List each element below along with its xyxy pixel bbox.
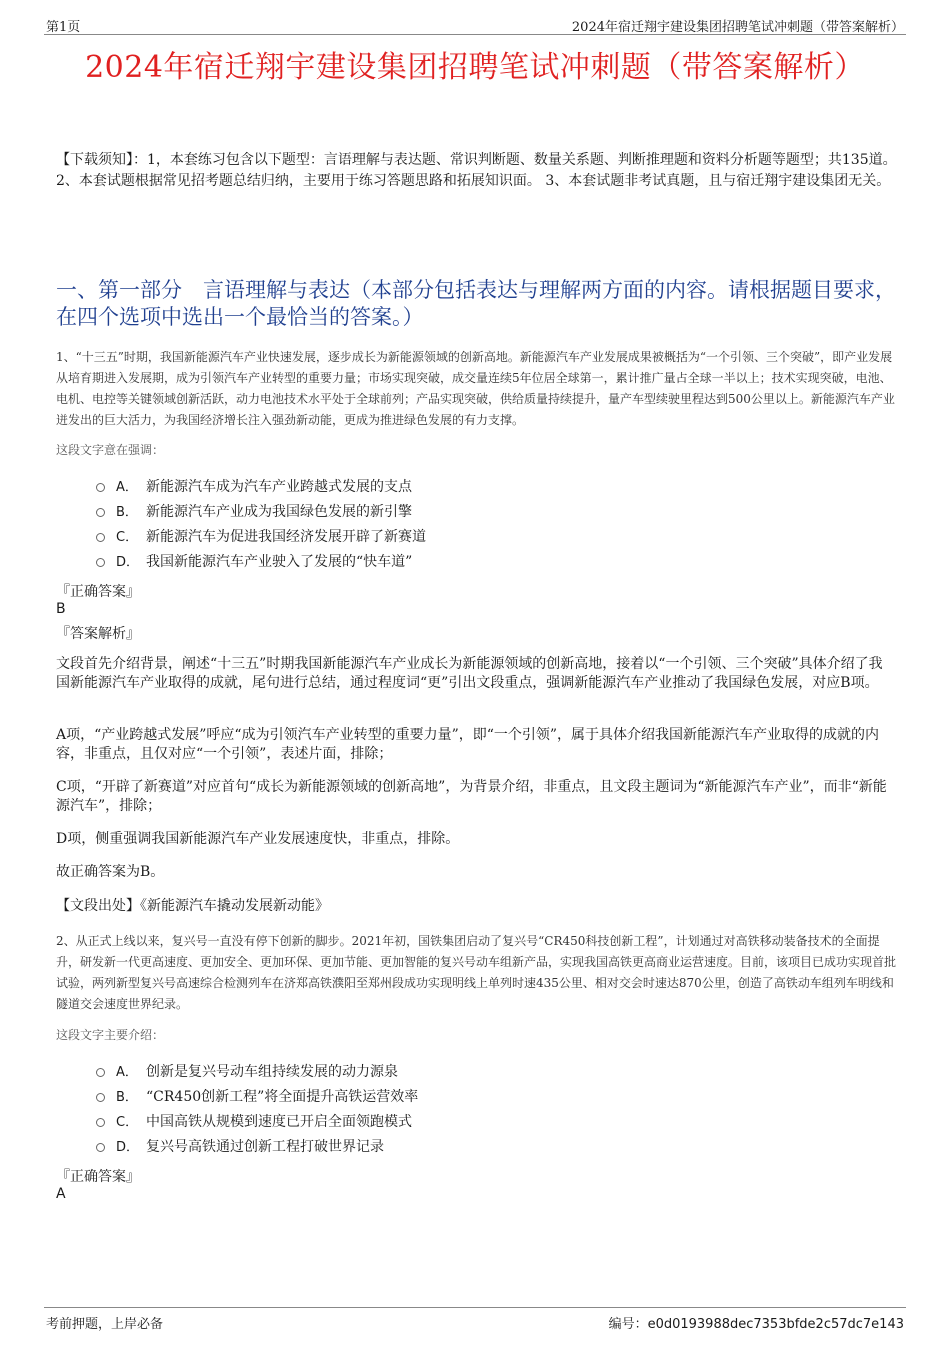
option-text: 新能源汽车产业成为我国绿色发展的新引擎 (146, 503, 412, 520)
footer-divider (44, 1307, 906, 1308)
option-text: “CR450创新工程”将全面提升高铁运营效率 (146, 1088, 419, 1105)
download-notice: 【下载须知】：1，本套练习包含以下题型：言语理解与表达题、常识判断题、数量关系题、判断推理题和资料分析题等题型；共135道。 2、本套试题根据常见招考题总结归纳，主要用于练习答题思路和拓展知识面。 3、本套试题非考试真题，且与宿迁翔宇建设集团无关。 (56, 152, 897, 189)
analysis-paragraph: A项，“产业跨越式发展”呼应“成为引领汽车产业转型的重要力量”，即“一个引领”，属于具体介绍我国新能源汽车产业取得的成就的内容，非重点，且仅对应“一个引领”，表述片面，排除； (56, 727, 880, 762)
analysis-paragraph: 文段首先介绍背景，阐述“十三五”时期我国新能源汽车产业成长为新能源领域的创新高地，接着以“一个引领、三个突破”具体介绍了我国新能源汽车产业取得的成就，尾句进行总结，通过程度词“更”引出文段重点，强调新能源汽车产业推动了我国绿色发展，对应B项。 (56, 656, 883, 691)
question-2-prompt: 这段文字主要介绍： (56, 1028, 165, 1042)
question-2-options (96, 1058, 418, 1158)
option-text: 新能源汽车为促进我国经济发展开辟了新赛道 (146, 528, 426, 545)
question-2-text: 2、从正式上线以来，复兴号一直没有停下创新的脚步。2021年初，国铁集团启动了复兴号“CR450科技创新工程”，计划通过对高铁移动装备技术的全面提升，研发新一代更高速度、更加安全、更加环保、更加节能、更加智能的复兴号动车组新产品，实现我国高铁更高商业运营速度。目前，该项目已成功实现首批试验，两列新型复兴号高速综合检测列车在济郑高铁濮阳至郑州段成功实现明线上单列时速435公里、相对交会时速达870公里，创造了高铁动车组列车明线和隧道交会速度世界纪录。 (56, 934, 897, 1011)
page-number: 第1页 (46, 20, 81, 35)
radio-icon[interactable] (96, 483, 105, 492)
analysis-paragraph: D项，侧重强调我国新能源汽车产业发展速度快，非重点，排除。 (56, 831, 460, 847)
option-letter: D． (116, 555, 140, 570)
question-1-answer: B (56, 601, 66, 617)
footer-code-label: 编号： (608, 1317, 648, 1332)
option-b[interactable] (96, 1083, 418, 1108)
option-text: 复兴号高铁通过创新工程打破世界记录 (146, 1138, 384, 1155)
option-a[interactable] (96, 1058, 418, 1083)
radio-icon[interactable] (96, 1068, 105, 1077)
option-letter: B． (116, 1090, 138, 1105)
option-letter: A． (116, 480, 138, 495)
radio-icon[interactable] (96, 1118, 105, 1127)
option-text: 创新是复兴号动车组持续发展的动力源泉 (146, 1063, 398, 1080)
radio-icon[interactable] (96, 533, 105, 542)
option-letter: C． (116, 1115, 139, 1130)
question-1-options (96, 473, 426, 573)
correct-answer-label: 『正确答案』 (56, 584, 140, 600)
correct-answer-label: 『正确答案』 (56, 1169, 140, 1185)
option-letter: A． (116, 1065, 138, 1080)
source-citation: 【文段出处】《新能源汽车撬动发展新动能》 (56, 898, 329, 914)
analysis-paragraph: C项，“开辟了新赛道”对应首句“成长为新能源领域的创新高地”，为背景介绍，非重点，且文段主题词为“新能源汽车产业”，而非“新能源汽车”，排除； (56, 779, 887, 814)
option-c[interactable] (96, 1108, 418, 1133)
option-a[interactable] (96, 473, 426, 498)
footer-code (609, 1313, 904, 1332)
analysis-label: 『答案解析』 (56, 626, 140, 642)
option-letter: B． (116, 505, 138, 520)
question-1-prompt: 这段文字意在强调： (56, 443, 165, 457)
page-title: 2024年宿迁翔宇建设集团招聘笔试冲刺题（带答案解析） (85, 50, 865, 85)
radio-icon[interactable] (96, 508, 105, 517)
header-doc-title: 2024年宿迁翔宇建设集团招聘笔试冲刺题（带答案解析） (571, 20, 904, 35)
analysis-conclusion: 故正确答案为B。 (56, 864, 165, 880)
radio-icon[interactable] (96, 558, 105, 567)
option-text: 我国新能源汽车产业驶入了发展的“快车道” (146, 553, 413, 570)
option-d[interactable] (96, 1133, 418, 1158)
header-divider (44, 34, 906, 35)
radio-icon[interactable] (96, 1143, 105, 1152)
option-text: 中国高铁从规模到速度已开启全面领跑模式 (146, 1113, 412, 1130)
option-letter: D． (116, 1140, 140, 1155)
option-text: 新能源汽车成为汽车产业跨越式发展的支点 (146, 478, 412, 495)
option-d[interactable] (96, 548, 426, 573)
footer-slogan: 考前押题，上岸必备 (46, 1317, 164, 1332)
radio-icon[interactable] (96, 1093, 105, 1102)
option-b[interactable] (96, 498, 426, 523)
section-title: 一、第一部分 言语理解与表达（本部分包括表达与理解两方面的内容。请根据题目要求，在四个选项中选出一个最恰当的答案。） (56, 278, 896, 329)
question-1-text: 1、“十三五”时期，我国新能源汽车产业快速发展，逐步成长为新能源领域的创新高地。新能源汽车产业发展成果被概括为“一个引领、三个突破”，即产业发展从培育期进入发展期，成为引领汽车产业转型的重要力量；市场实现突破，成交量连续5年位居全球第一，累计推广量占全球一半以上；技术实现突破，电池、电机、电控等关键领域创新活跃，动力电池技术水平处于全球前列；产品实现突破，供给质量持续提升，量产车型续驶里程达到500公里以上。新能源汽车产业迸发出的巨大活力，为我国经济增长注入强劲新动能，更成为推进绿色发展的有力支撑。 (56, 350, 895, 427)
option-letter: C． (116, 530, 139, 545)
question-2-answer: A (56, 1186, 66, 1202)
option-c[interactable] (96, 523, 426, 548)
footer-code-value: e0d0193988dec7353bfde2c57dc7e143 (647, 1317, 904, 1332)
